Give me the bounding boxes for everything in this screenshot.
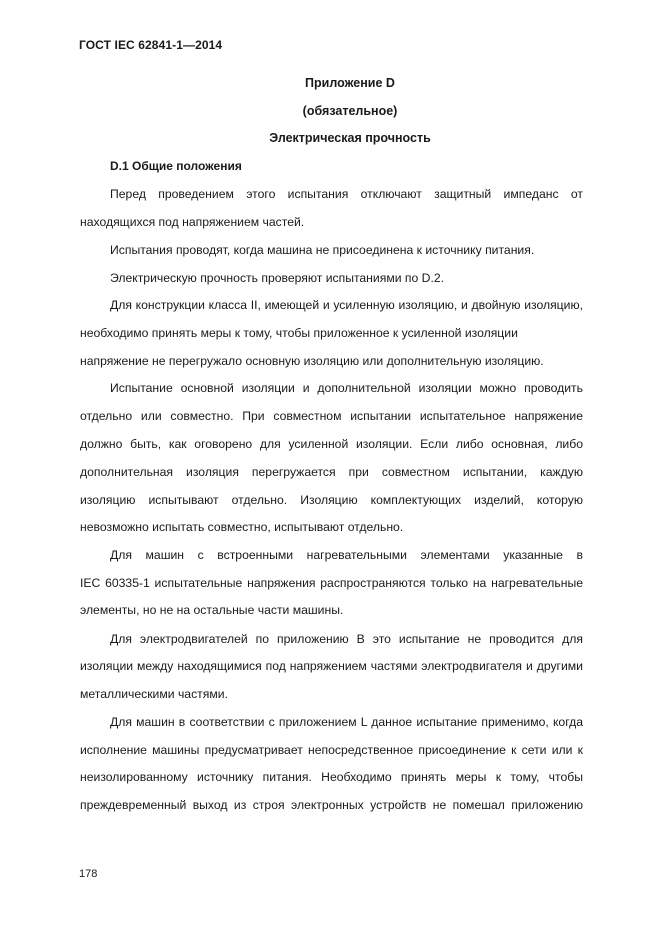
page-number: 178 [79,868,98,880]
text-line: IEC 60335-1 испытательные напряжения распространяются только на нагревательные [80,576,583,590]
text-line: изоляции между находящимися под напряжением частями электродвигателя и другими [80,659,583,673]
text-line: Испытание основной изоляции и дополнительной изоляции можно проводить [110,381,583,395]
text-line: преждевременный выход из строя электронных устройств не помешал приложению [80,798,583,812]
annex-title: Приложение D [305,76,395,90]
text-line: дополнительная изоляция перегружается при совместном испытании, каждую [80,465,583,479]
annex-subject: Электрическая прочность [269,131,431,145]
text-line: исполнение машины предусматривает непосредственное присоединение к сети или к [80,743,583,757]
text-line: Для машин в соответствии с приложением L данное испытание применимо, когда [110,715,583,729]
text-line: неизолированному источнику питания. Необходимо принять меры к тому, чтобы [80,770,583,784]
text-line: находящихся под напряжением частей. [80,215,305,229]
text-line: Испытания проводят, когда машина не присоединена к источнику питания. [110,243,535,257]
text-line: Для машин с встроенными нагревательными элементами указанные в [110,548,583,562]
text-line: Перед проведением этого испытания отключают защитный импеданс от [110,187,583,201]
text-line: Для конструкции класса II, имеющей и усиленную изоляцию, и двойную изоляцию, [110,298,583,312]
text-line: металлическими частями. [80,687,228,701]
text-line: напряжение не перегружало основную изоляцию или дополнительную изоляцию. [80,354,544,368]
section-heading: D.1 Общие положения [110,159,242,173]
text-line: необходимо принять меры к тому, чтобы приложенное к усиленной изоляции [80,326,518,340]
text-line: невозможно испытать совместно, испытывают отдельно. [80,520,404,534]
text-line: Электрическую прочность проверяют испытаниями по D.2. [110,271,445,285]
text-line: отдельно или совместно. При совместном испытании испытательное напряжение [80,409,583,423]
text-line: элементы, но не на остальные части машины. [80,603,344,617]
text-line: Для электродвигателей по приложению В это испытание не проводится для [110,632,583,646]
annex-status: (обязательное) [302,104,398,118]
text-line: должно быть, как оговорено для усиленной изоляции. Если либо основная, либо [80,437,583,451]
text-line: изоляцию испытывают отдельно. Изоляцию комплектующих изделий, которую [80,493,583,507]
standard-designation: ГОСТ IEC 62841-1—2014 [79,38,223,52]
